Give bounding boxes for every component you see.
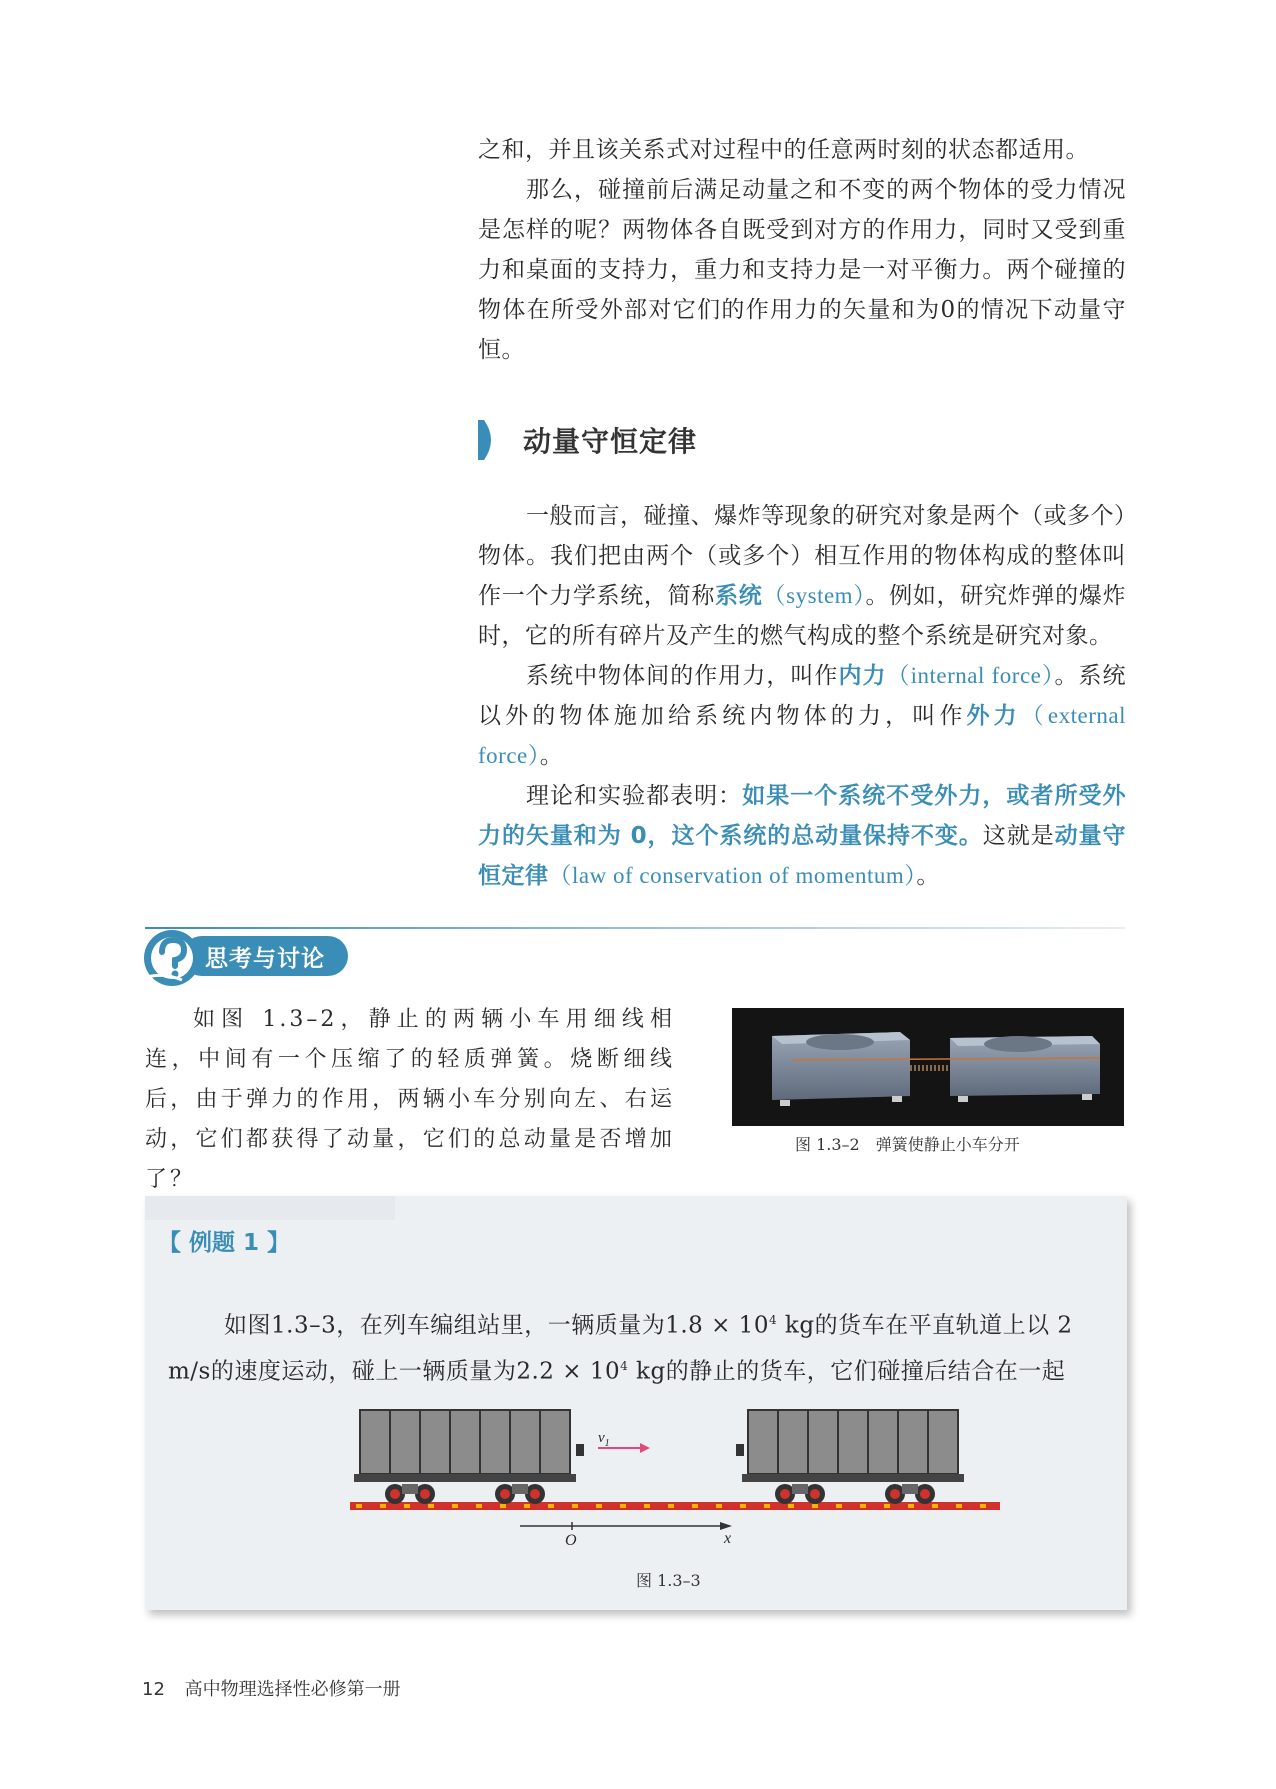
wagon-left [354,1410,584,1504]
think-badge-label: 思考与讨论 [205,946,325,972]
carts-photo [732,1008,1124,1126]
law-statement: 如果一个系统不受外力，或者所受外力的矢量和为 0，这个系统的总动量保持不变。 [478,783,1127,849]
book-title: 高中物理选择性必修第一册 [184,1679,401,1700]
origin-label: O [565,1532,577,1549]
page-footer [142,1675,401,1701]
section-heading [478,418,878,462]
section-paragraph-3: 理论和实验都表明：如果一个系统不受外力，或者所受外力的矢量和为 0，这个系统的总动量保持不变。这就是动量守恒定律（law of conservation of momentum）。 [478,783,1127,889]
section-paragraph-1: 一般而言，碰撞、爆炸等现象的研究对象是两个（或多个）物体。我们把由两个（或多个）相互作用的物体构成的整体叫作一个力学系统，简称系统（system）。例如，研究炸弹的爆炸时，它的所有碎片及产生的燃气构成的整个系统是研究对象。 [478,503,1127,649]
example-box-tab [145,1196,395,1220]
term-conservation-law: 动量守恒定律 [478,823,1127,889]
example-text: 如图1.3–3，在列车编组站里，一辆质量为$1.8 \times 10^4$ kg的货车在平直轨道上以 2 m/s的速度运动，碰上一辆质量为$2.2 \times 10^4$ kg的静止的货车，它们碰撞后结合在一起 [168,1312,1073,1385]
velocity-label: $v_1$ [598,1430,610,1449]
page-number: 12 [142,1679,165,1700]
section-paragraph-2: 系统中物体间的作用力，叫作内力（internal force）。系统以外的物体施加给系统内物体的力，叫作外力（external force）。 [478,663,1127,769]
wagon-right [736,1410,964,1504]
term-internal-force: 内力 [838,663,887,689]
think-text: 如图 1.3–2，静止的两辆小车用细线相连，中间有一个压缩了的轻质弹簧。烧断细线后，由于弹力的作用，两辆小车分别向左、右运动，它们都获得了动量，它们的总动量是否增加了？ [145,1007,675,1192]
section-body [478,496,1126,896]
figure-caption-1-3-2: 图 1.3–2 弹簧使静止小车分开 [795,1135,1020,1154]
rail [350,1502,1000,1510]
section-title: 动量守恒定律 [523,425,698,458]
term-system: 系统 [715,583,763,609]
figure-caption-1-3-3: 图 1.3–3 [636,1571,701,1590]
example-label: 【 例题 1 】 [158,1230,291,1256]
section-marker-icon [478,420,498,460]
main-column [478,130,1126,370]
x-axis-label: x [724,1530,732,1547]
term-external-force: 外力 [966,703,1021,729]
paragraph-1: 之和，并且该关系式对过程中的任意两时刻的状态都适用。 [478,137,1089,163]
paragraph-2: 那么，碰撞前后满足动量之和不变的两个物体的受力情况是怎样的呢？两物体各自既受到对方的作用力，同时又受到重力和桌面的支持力，重力和支持力是一对平衡力。两个碰撞的物体在所受外部对它们的作用力的矢量和为0的情况下动量守恒。 [478,177,1126,363]
train-diagram [340,1396,1020,1556]
